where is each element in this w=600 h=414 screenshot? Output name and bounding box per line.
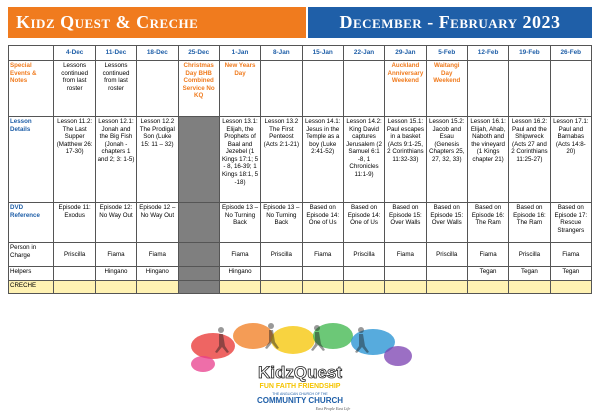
date-header: 19-Feb [509, 46, 550, 61]
lesson-cell: Lesson 17.1: Paul and Barnabas (Acts 14:8-20) [550, 117, 591, 203]
lesson-cell: Lesson 12.1: Jonah and the Big Fish (Jonah - chapters 1 and 2; 3: 1-5) [95, 117, 136, 203]
event-cell: New Years Day [219, 61, 260, 117]
lesson-cell: Lesson 13.2 The First Penteost (Acts 2:1-21) [261, 117, 302, 203]
dvd-cell: Based on Episode 17: Rescue Strangers [550, 203, 591, 243]
dvd-cell: Episode 12 – No Way Out [137, 203, 178, 243]
helper-cell: Tegan [467, 267, 508, 281]
lesson-cell: Lesson 15.2: Jacob and Esau (Genesis Chapters 25, 27, 32, 33) [426, 117, 467, 203]
person-cell: Fiama [95, 243, 136, 267]
lesson-cell: Lesson 16.2: Paul and the Shipwreck (Acts 27 and 2 Corinthians 11:25-27) [509, 117, 550, 203]
date-header: 8-Jan [261, 46, 302, 61]
creche-cell [343, 281, 384, 294]
person-cell: Fiama [385, 243, 426, 267]
kidzquest-logo [183, 316, 417, 412]
dvd-row [9, 203, 592, 243]
helpers-row [9, 267, 592, 281]
person-cell: Fiama [467, 243, 508, 267]
date-header: 11-Dec [95, 46, 136, 61]
lesson-cell: Lesson 12.2 The Prodigal Son (Luke 15: 11 – 32) [137, 117, 178, 203]
event-cell: Waitangi Day Weekend [426, 61, 467, 117]
creche-cell [261, 281, 302, 294]
dvd-cell: Based on Episode 14: One of Us [343, 203, 384, 243]
event-cell: Auckland Anniversary Weekend [385, 61, 426, 117]
creche-row [9, 281, 592, 294]
row-label-person: Person in Charge [9, 243, 54, 267]
event-cell [343, 61, 384, 117]
lesson-cell: Lesson 15.1: Paul escapes in a basket (Acts 9:1-25, 2 Corinthians 11:32-33) [385, 117, 426, 203]
creche-cell [302, 281, 343, 294]
dvd-cell: Episode 11: Exodus [54, 203, 95, 243]
event-cell [467, 61, 508, 117]
helper-cell [426, 267, 467, 281]
row-label-events: Special Events & Notes [9, 61, 54, 117]
helper-cell: Tegan [509, 267, 550, 281]
helper-cell [343, 267, 384, 281]
person-cell: Priscilla [261, 243, 302, 267]
helper-cell [261, 267, 302, 281]
helper-cell [54, 267, 95, 281]
helper-cell: Hingano [219, 267, 260, 281]
date-header: 1-Jan [219, 46, 260, 61]
date-header: 5-Feb [426, 46, 467, 61]
events-row [9, 61, 592, 117]
person-cell [178, 243, 219, 267]
date-header: 4-Dec [54, 46, 95, 61]
creche-cell [509, 281, 550, 294]
dvd-cell: Based on Episode 14: One of Us [302, 203, 343, 243]
helper-cell: Tegan [550, 267, 591, 281]
person-cell: Priscilla [54, 243, 95, 267]
row-label-creche: CRECHE [9, 281, 54, 294]
dvd-cell [178, 203, 219, 243]
event-cell [261, 61, 302, 117]
dvd-cell: Based on Episode 16: The Ram [509, 203, 550, 243]
date-range: December - February 2023 [308, 7, 592, 38]
dvd-cell: Based on Episode 15: Over Walls [426, 203, 467, 243]
page-title: Kidz Quest & Creche [8, 7, 306, 38]
dates-row [9, 46, 592, 61]
creche-cell [137, 281, 178, 294]
lesson-cell: Lesson 16.1: Elijah, Ahab, Naboth and the vineyard (1 Kings chapter 21) [467, 117, 508, 203]
creche-cell [219, 281, 260, 294]
corner-cell [9, 46, 54, 61]
event-cell: Lessons continued from last roster [95, 61, 136, 117]
creche-cell [178, 281, 219, 294]
person-cell: Priscilla [426, 243, 467, 267]
dvd-cell: Episode 12: No Way Out [95, 203, 136, 243]
dvd-cell: Episode 13 – No Turning Back [219, 203, 260, 243]
helper-cell [385, 267, 426, 281]
event-cell [137, 61, 178, 117]
row-label-lesson: Lesson Details [9, 117, 54, 203]
lesson-cell: Lesson 14.1: Jesus in the Temple as a boy (Luke 2:41-52) [302, 117, 343, 203]
person-cell: Priscilla [343, 243, 384, 267]
helper-cell: Hingano [95, 267, 136, 281]
creche-cell [95, 281, 136, 294]
event-cell [509, 61, 550, 117]
event-cell [302, 61, 343, 117]
logo-org: COMMUNITY CHURCH [256, 396, 344, 405]
creche-cell [467, 281, 508, 294]
date-header: 25-Dec [178, 46, 219, 61]
row-label-helpers: Helpers [9, 267, 54, 281]
person-row [9, 243, 592, 267]
creche-cell [550, 281, 591, 294]
person-cell: Fiama [219, 243, 260, 267]
date-header: 26-Feb [550, 46, 591, 61]
logo-org-sub: East People East Life [315, 406, 351, 411]
lesson-cell: Lesson 14.2: King David captures Jerusalem (2 Samuel 6:1 -8, 1 Chronicles 11:1-9) [343, 117, 384, 203]
lesson-cell: Lesson 13.1: Elijah, the Prophets of Baal and Jezebel (1 Kings 17:1; 5 - 8, 16-39; 1 Kings 18:1, 5 -18) [219, 117, 260, 203]
logo-tagline: FUN FAITH FRIENDSHIP [259, 383, 341, 390]
dvd-cell: Based on Episode 16: The Ram [467, 203, 508, 243]
date-header: 29-Jan [385, 46, 426, 61]
helper-cell [178, 267, 219, 281]
lesson-row [9, 117, 592, 203]
event-cell: Lessons continued from last roster [54, 61, 95, 117]
logo-title: KidzQuest [257, 363, 343, 382]
event-cell [550, 61, 591, 117]
helper-cell: Hingano [137, 267, 178, 281]
date-header: 12-Feb [467, 46, 508, 61]
date-header: 15-Jan [302, 46, 343, 61]
event-cell: Christmas Day BHB Combined Service No KQ [178, 61, 219, 117]
creche-cell [426, 281, 467, 294]
creche-cell [54, 281, 95, 294]
creche-cell [385, 281, 426, 294]
person-cell: Priscilla [509, 243, 550, 267]
person-cell: Fiama [137, 243, 178, 267]
date-header: 18-Dec [137, 46, 178, 61]
lesson-cell: Lesson 11.2: The Last Supper (Matthew 26: 17-30) [54, 117, 95, 203]
lesson-cell [178, 117, 219, 203]
dvd-cell: Episode 13 – No Turning Back [261, 203, 302, 243]
dvd-cell: Based on Episode 15: Over Walls [385, 203, 426, 243]
helper-cell [302, 267, 343, 281]
date-header: 22-Jan [343, 46, 384, 61]
person-cell: Fiama [550, 243, 591, 267]
row-label-dvd: DVD Reference [9, 203, 54, 243]
roster-table [8, 45, 592, 294]
person-cell: Fiama [302, 243, 343, 267]
logo-org-top: THE ANGLICAN CHURCH OF THE [272, 392, 328, 396]
